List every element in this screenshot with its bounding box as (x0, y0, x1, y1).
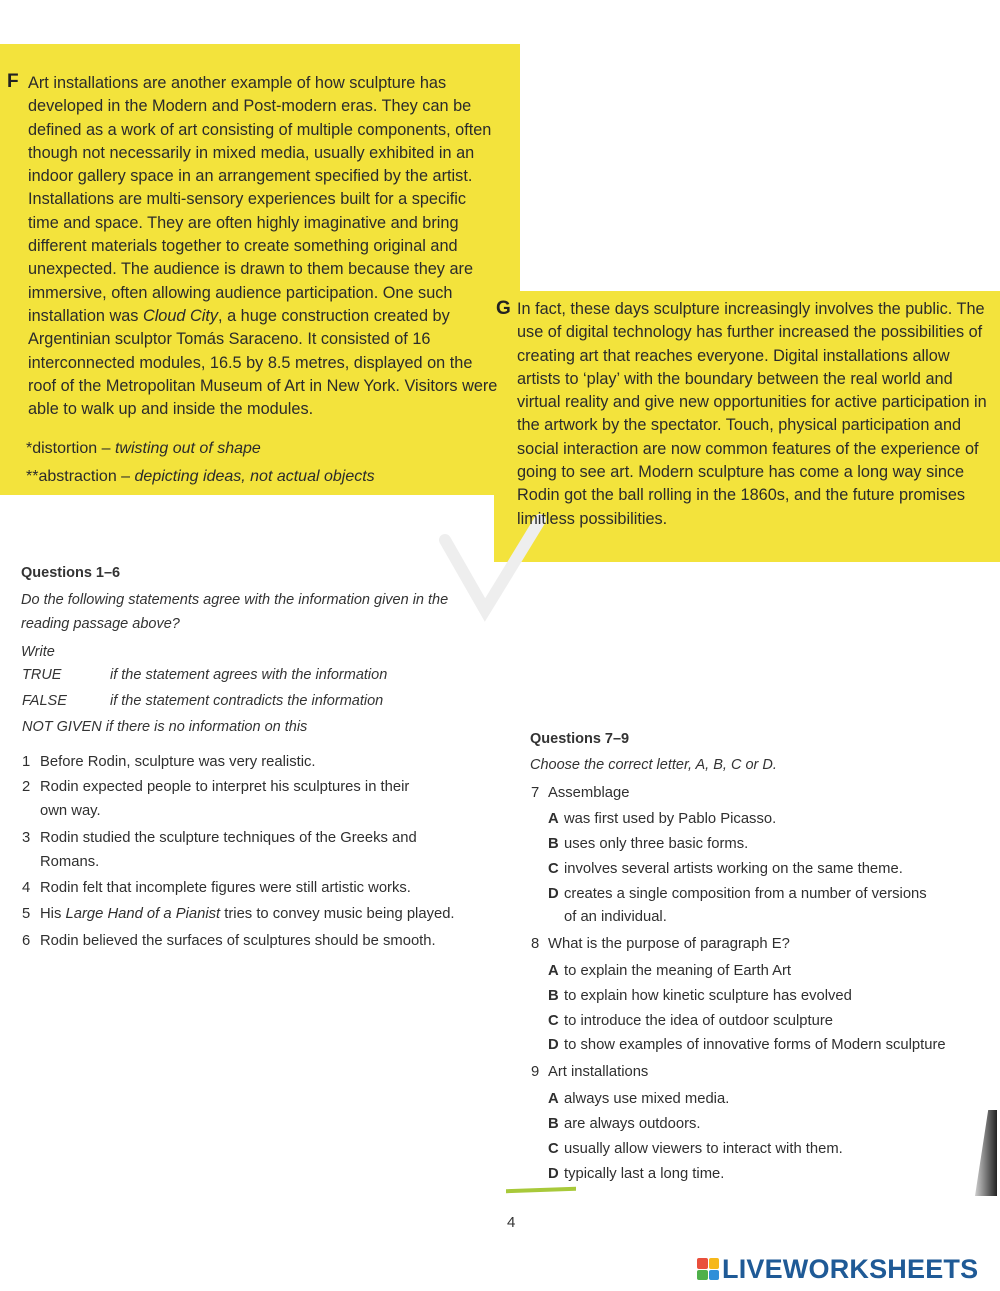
option-text: to show examples of innovative forms of Modern sculpture (564, 1037, 946, 1053)
statement-text: tries to convey music being played. (220, 906, 455, 922)
statement-text-continued: own way. (40, 803, 101, 819)
option-letter: B (548, 1116, 559, 1132)
statement-number: 5 (22, 906, 31, 922)
question-9-option-a[interactable] (548, 1088, 988, 1111)
question-7-option-a[interactable] (548, 808, 988, 831)
statement-6 (22, 929, 512, 953)
option-letter: C (548, 861, 559, 877)
paragraph-g: In fact, these days sculpture increasingly involves the public. The use of digital technology has further increased the possibilities of creating art that reaches everyone. Digital installations allow artists to ‘play’ with the boundary between the real world and virtual reality and give new opportunities for active participation in the artwork by the spectator. Touch, physical participation and social interaction are now common features of the experience of going to see art. Modern sculpture has come a long way since Rodin got the ball rolling in the 1860s, and the future promises limitless possibilities. (517, 300, 987, 528)
question-8-option-a[interactable] (548, 960, 988, 983)
artwork-title: Large Hand of a Pianist (65, 906, 221, 922)
paragraph-f-text-after: , a huge construction created by Argentinian sculptor Tomás Saraceno. It consisted of 16 interconnected modules, 16.5 by 8.5 metres, displayed on the roof of the Metropolitan Museum of Art in New York. Visitors were able to walk up and inside the modules. (28, 306, 498, 419)
option-letter: D (548, 1166, 559, 1182)
paragraph-f-text: Art installations are another example of how sculpture has developed in the Modern and Post-modern eras. They can be defined as a work of art consisting of multiple components, often though not necessarily in mixed media, usually exhibited in an indoor gallery space in an arrangement specified by the artist. Installations are multi-sensory experiences built for a specific time and space. They are often highly imaginative and bring different materials together to create something original and unexpected. The audience is drawn to them because they are immersive, often allowing audience participation. One such installation was (28, 74, 492, 325)
statement-5 (22, 902, 512, 926)
question-7-option-c[interactable] (548, 858, 988, 881)
question-8-option-b[interactable] (548, 985, 988, 1008)
page-number: 4 (507, 1214, 516, 1231)
statement-text: Rodin expected people to interpret his sculptures in their (40, 779, 410, 795)
option-text: uses only three basic forms. (564, 836, 749, 852)
key-meaning: if there is no information on this (105, 719, 308, 735)
logo-tile (697, 1270, 708, 1281)
answer-key-true (22, 667, 387, 683)
option-letter: A (548, 963, 559, 979)
statement-number: 3 (22, 830, 31, 846)
paragraph-f-letter: F (7, 71, 19, 92)
question-9-option-c[interactable] (548, 1138, 988, 1161)
logo-tile (709, 1270, 720, 1281)
statement-text: Rodin felt that incomplete figures were still artistic works. (40, 880, 411, 896)
question-8-option-c[interactable] (548, 1010, 988, 1033)
question-7 (531, 785, 629, 801)
option-letter: D (548, 1037, 559, 1053)
option-text: to introduce the idea of outdoor sculpture (564, 1013, 833, 1029)
option-text: always use mixed media. (564, 1091, 730, 1107)
question-9-option-b[interactable] (548, 1113, 988, 1136)
statement-number: 2 (22, 779, 31, 795)
question-stem: Assemblage (548, 785, 630, 801)
question-9-option-d[interactable] (548, 1163, 988, 1186)
option-letter: C (548, 1141, 559, 1157)
option-text: typically last a long time. (564, 1166, 725, 1182)
key-label: FALSE (22, 693, 67, 709)
footnote-definition: depicting ideas, not actual objects (134, 468, 375, 485)
option-text: usually allow viewers to interact with them. (564, 1141, 843, 1157)
statement-text: Rodin studied the sculpture techniques of the Greeks and (40, 830, 417, 846)
statement-3 (22, 826, 512, 874)
statement-number: 4 (22, 880, 31, 896)
question-number: 7 (531, 785, 540, 801)
question-stem: What is the purpose of paragraph E? (548, 936, 790, 952)
cloud-city-title: Cloud City (142, 306, 219, 325)
question-number: 8 (531, 936, 540, 952)
liveworksheets-wordmark: LIVEWORKSHEETS (722, 1253, 979, 1284)
statement-1 (22, 750, 512, 774)
questions-1-6-write: Write (21, 644, 55, 660)
key-meaning: if the statement agrees with the information (110, 667, 388, 683)
option-text: was first used by Pablo Picasso. (564, 811, 777, 827)
statement-text: His (40, 906, 66, 922)
statement-text-continued: Romans. (40, 854, 100, 870)
liveworksheets-logo (697, 1254, 978, 1284)
question-8 (531, 936, 790, 952)
footnote-term: **abstraction – (26, 468, 135, 485)
logo-tile (697, 1258, 708, 1269)
option-text: involves several artists working on the same theme. (564, 861, 903, 877)
question-number: 9 (531, 1064, 540, 1080)
decorative-green-strip (506, 1187, 576, 1193)
liveworksheets-mark-icon (697, 1258, 719, 1280)
option-letter: A (548, 1091, 559, 1107)
option-letter: B (548, 836, 559, 852)
option-text-continued: of an individual. (564, 909, 667, 925)
option-letter: D (548, 886, 559, 902)
option-letter: A (548, 811, 559, 827)
question-9 (531, 1064, 648, 1080)
paragraph-g-letter: G (496, 298, 511, 319)
question-8-option-d[interactable] (548, 1034, 988, 1057)
option-text: creates a single composition from a number of versions (564, 886, 927, 902)
questions-7-9-instruction: Choose the correct letter, A, B, C or D. (530, 757, 777, 773)
questions-1-6-heading: Questions 1–6 (21, 565, 121, 581)
statement-number: 6 (22, 933, 31, 949)
question-7-option-b[interactable] (548, 833, 988, 856)
questions-7-9-heading: Questions 7–9 (530, 731, 630, 747)
key-label: TRUE (22, 667, 62, 683)
option-text: to explain the meaning of Earth Art (564, 963, 792, 979)
option-letter: C (548, 1013, 559, 1029)
question-stem: Art installations (548, 1064, 649, 1080)
statement-number: 1 (22, 754, 31, 770)
footnote-term: *distortion – (26, 440, 115, 457)
footnote-abstraction (26, 468, 375, 486)
key-meaning: if the statement contradicts the information (110, 693, 384, 709)
key-label: NOT GIVEN (22, 719, 102, 735)
footnote-definition: twisting out of shape (114, 440, 261, 457)
statement-text: Rodin believed the surfaces of sculptures should be smooth. (40, 933, 436, 949)
statement-2 (22, 775, 512, 823)
logo-tile (709, 1258, 720, 1269)
question-7-option-d[interactable] (548, 883, 988, 929)
answer-key-false (22, 693, 383, 709)
paragraph-f (28, 72, 500, 421)
footnote-distortion (26, 440, 261, 458)
questions-1-6-instruction: Do the following statements agree with the information given in the reading passage above? (21, 592, 449, 632)
option-text: are always outdoors. (564, 1116, 701, 1132)
option-letter: B (548, 988, 559, 1004)
answer-key-not-given (22, 719, 307, 735)
statement-4 (22, 876, 512, 900)
statement-text: Before Rodin, sculpture was very realistic. (40, 754, 316, 770)
option-text: to explain how kinetic sculpture has evolved (564, 988, 852, 1004)
